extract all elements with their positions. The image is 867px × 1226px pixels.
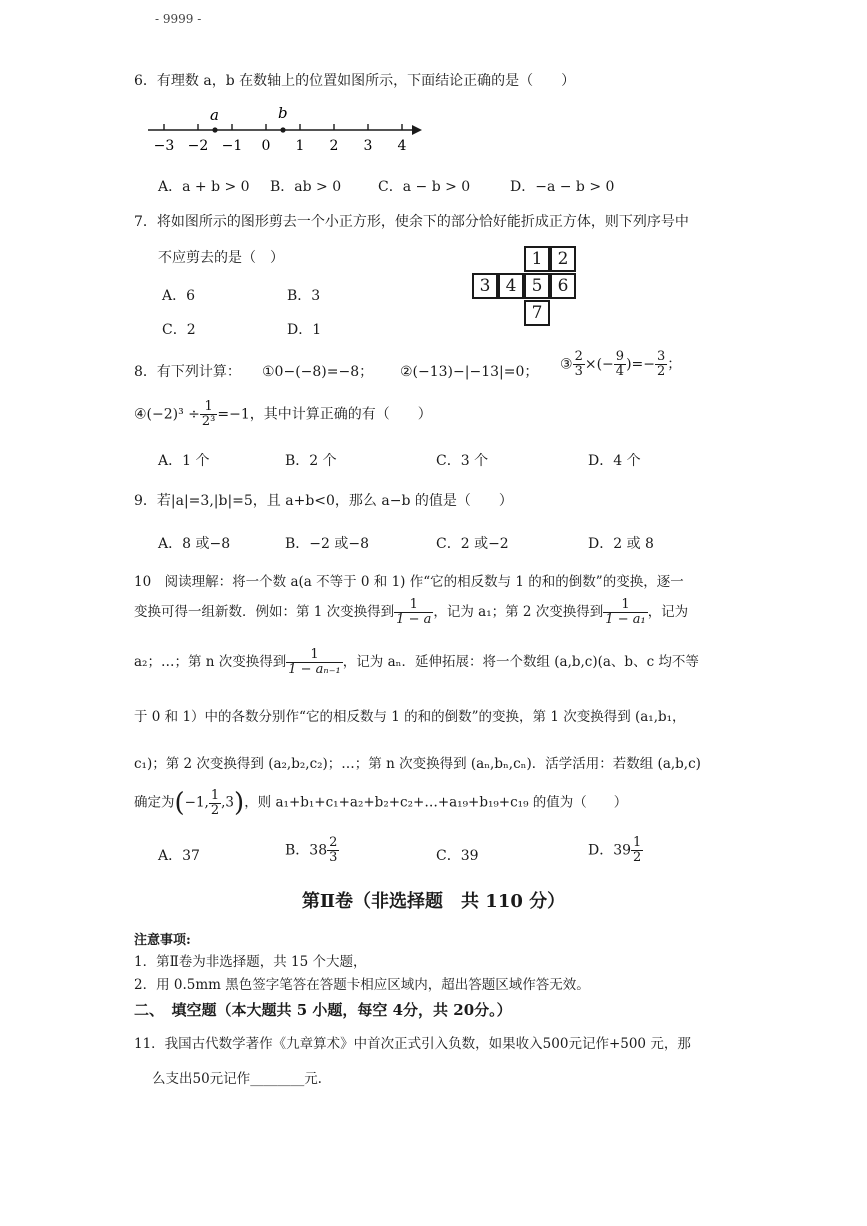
point-a — [212, 127, 217, 132]
q8-item1: ①0−(−8)=−8； — [262, 364, 374, 380]
numberline-tick-label: 2 — [329, 138, 339, 154]
q8-option-b: B．2 个 — [285, 453, 337, 469]
q8-option-a: A．1 个 — [158, 453, 210, 469]
q8-option-d: D．4 个 — [588, 453, 641, 469]
q6-stem: 6．有理数 a，b 在数轴上的位置如图所示，下面结论正确的是（ ） — [134, 73, 576, 89]
q8-option-c: C．3 个 — [436, 453, 489, 469]
q10-option-b: B．38 $\frac{2}{3}$ — [285, 835, 338, 865]
section-title: 第Ⅱ卷（非选择题 共 110 分） — [301, 891, 566, 912]
q10-option-c: C．39 — [436, 848, 479, 864]
q11-line1: 11．我国古代数学著作《九章算术》中首次正式引入负数，如果收入500元记作+500 元，那 — [134, 1036, 691, 1052]
q6-option-d: D．−a − b > 0 — [510, 179, 615, 195]
numberline-tick-label: −2 — [187, 138, 209, 154]
numberline-tick-label: 1 — [295, 138, 305, 154]
q6-option-a: A．a + b > 0 — [158, 179, 250, 195]
q7-option-a: A．6 — [162, 288, 196, 304]
net-cell-3: 3 — [472, 273, 498, 299]
q9-stem: 9．若|a|=3,|b|=5，且 a+b<0，那么 a−b 的值是（ ） — [134, 493, 513, 509]
q7-stem-line1: 7．将如图所示的图形剪去一个小正方形，使余下的部分恰好能折成正方体，则下列序号中 — [134, 214, 689, 230]
net-cell-6: 6 — [550, 273, 576, 299]
q8-item4: ④(−2)³ ÷ $\frac{1}{\text{2³}}$ =−1，其中计算正确的有（ ） — [134, 399, 432, 429]
q8-stem: 8．有下列计算： — [134, 364, 241, 380]
q10-line5: c₁)；第 2 次变换得到 (a₂,b₂,c₂)；…；第 n 次变换得到 (aₙ,bₙ,cₙ)．活学活用：若数组 (a,b,c) — [134, 756, 701, 772]
point-b — [280, 127, 285, 132]
q7-option-d: D．1 — [287, 322, 322, 338]
q10-option-d: D．39 $\frac{1}{2}$ — [588, 835, 642, 865]
q8-item3: ③ $\frac{2}{3}$ ×(− $\frac{9}{4}$ )=− $\frac{3}{2}$ ； — [560, 349, 682, 379]
q7-stem-line2: 不应剪去的是（ ） — [158, 250, 284, 266]
q10-line2: 变换可得一组新数．例如：第 1 次变换得到 $\frac{1}{1 - a}$ ，记为 a₁；第 2 次变换得到 $\frac{1}{\text{1 − a₁}}$ ，记为 — [134, 597, 689, 627]
notice-2: 2．用 0.5mm 黑色签字笔答在答题卡相应区域内，超出答题区域作答无效。 — [134, 977, 590, 993]
numberline-tick-label: 3 — [363, 138, 373, 154]
q11-line2: 么支出50元记作________元. — [152, 1071, 322, 1087]
q9-option-d: D．2 或 8 — [588, 536, 654, 552]
page-header-fragment: - 9999 - — [155, 12, 202, 26]
notice-1: 1．第Ⅱ卷为非选择题，共 15 个大题， — [134, 954, 367, 970]
number-line-figure — [140, 100, 440, 160]
q8-item2: ②(−13)−|−13|=0； — [400, 364, 539, 380]
q10-line6: 确定为(−1, $\frac{1}{2}$ ,3)，则 a₁+b₁+c₁+a₂+b₂+c₂+…+a₁₉+b₁₉+c₁₉ 的值为（ ） — [134, 787, 628, 818]
label-a: a — [210, 106, 219, 124]
numberline-tick-label: −1 — [221, 138, 243, 154]
q10-option-a: A．37 — [158, 848, 200, 864]
q6-option-c: C．a − b > 0 — [378, 179, 471, 195]
notice-title: 注意事项: — [134, 933, 191, 948]
q7-option-c: C．2 — [162, 322, 196, 338]
q9-option-c: C．2 或−2 — [436, 536, 509, 552]
q6-option-b: B．ab > 0 — [270, 179, 342, 195]
net-cell-5: 5 — [524, 273, 550, 299]
q9-option-b: B．−2 或−8 — [285, 536, 370, 552]
net-cell-1: 1 — [524, 246, 550, 272]
net-cell-7: 7 — [524, 300, 550, 326]
part-heading: 二、 填空题（本大题共 5 小题，每空 4分，共 20分。） — [134, 1001, 512, 1019]
numberline-tick-label: 4 — [397, 138, 407, 154]
q10-line1: 10 阅读理解：将一个数 a(a 不等于 0 和 1) 作“它的相反数与 1 的和的倒数”的变换，逐一 — [134, 574, 684, 590]
numberline-tick-label: 0 — [261, 138, 271, 154]
numberline-tick-label: −3 — [153, 138, 175, 154]
q7-option-b: B．3 — [287, 288, 321, 304]
q10-line4: 于 0 和 1）中的各数分别作“它的相反数与 1 的和的倒数”的变换，第 1 次变换得到 (a₁,b₁， — [134, 709, 686, 725]
label-b: b — [278, 104, 288, 122]
answer-blank[interactable]: ________ — [250, 1071, 305, 1087]
q9-option-a: A．8 或−8 — [158, 536, 231, 552]
net-cell-4: 4 — [498, 273, 524, 299]
net-cell-2: 2 — [550, 246, 576, 272]
q10-line3: a₂；…；第 n 次变换得到 $\frac{1}{\text{1 − aₙ₋₁}}$ ，记为 aₙ．延伸拓展：将一个数组 (a,b,c)(a、b、c 均不等 — [134, 647, 699, 677]
